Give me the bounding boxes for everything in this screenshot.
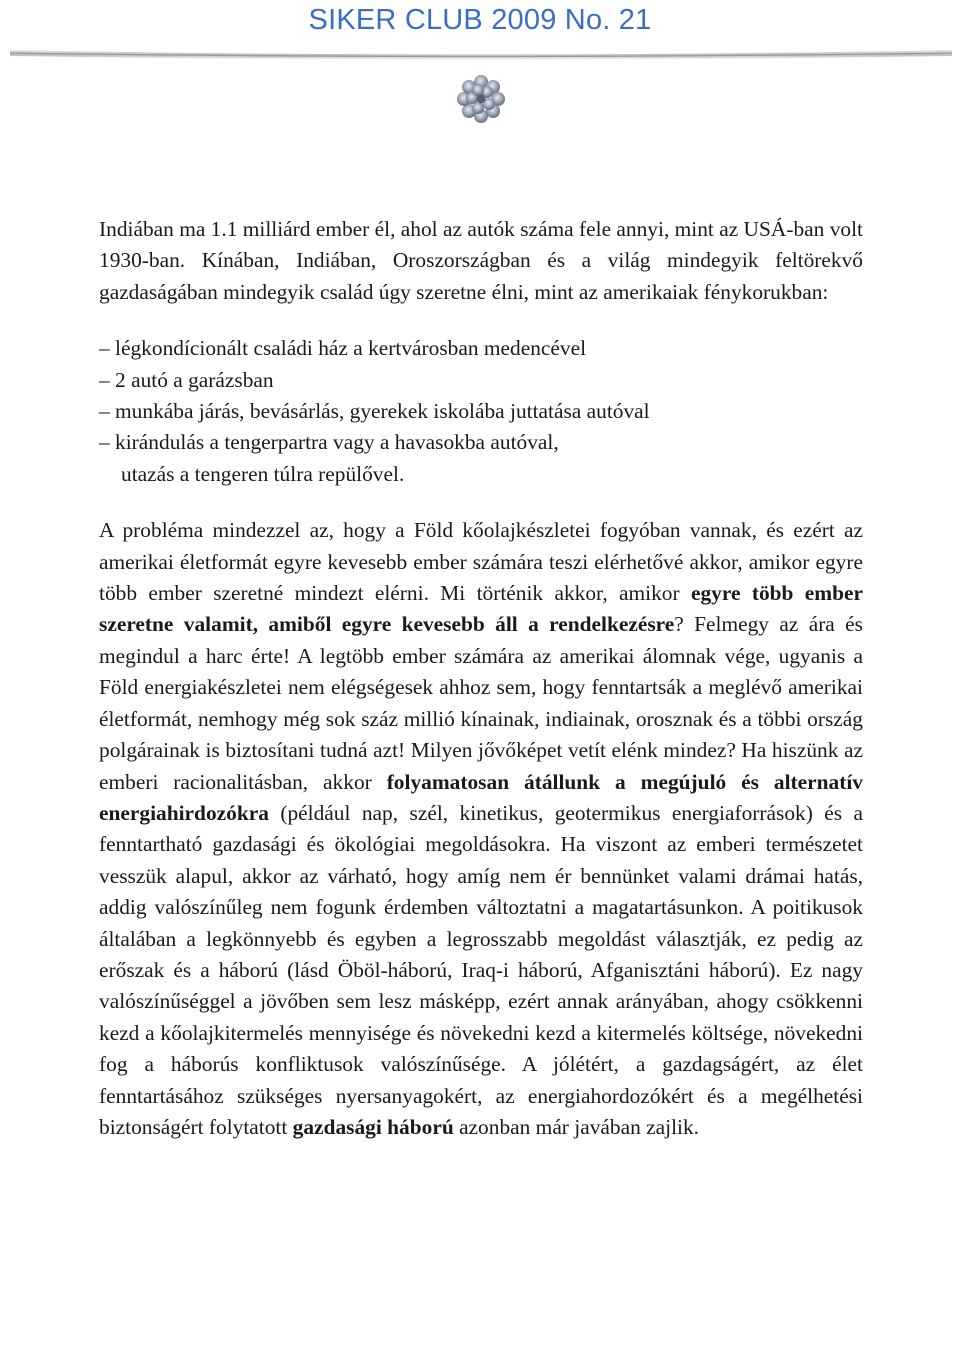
bold-phrase: egyre több ember szeretne valamit, amiből egyre kevesebb áll a rendelkezésre — [99, 581, 863, 637]
text-run: azonban már javában zajlik. — [453, 1114, 700, 1139]
bold-phrase: gazdasági háború — [292, 1114, 454, 1139]
text-run: A probléma mindezzel az, hogy a Föld kőolajkészletei fogyóban vannak, és ezért az amerikai életformát egyre kevesebb ember számára teszi elérhetővé akkor, amikor egyre több ember szeretné mindezt elérni. Mi történik akkor, amikor — [99, 518, 863, 606]
header-divider — [10, 48, 952, 62]
text-run: ? Felmegy az ára és megindul a harc érte! A legtöbb ember számára az amerikai álomnak vége, ugyanis a Föld energiakészletei nem elégségesek ahhoz sem, hogy fenntartsák a meglévő amerikai életformát, nemhogy még sok száz millió kínainak, indiainak, orosznak és a többi ország polgárainak is biztosítani tudná azt! Milyen jővőképet vetít elénk mindez? Ha hiszünk az emberi racionalitásban, akkor — [99, 612, 863, 794]
bullet-list — [99, 333, 863, 490]
main-paragraph — [99, 515, 863, 1143]
bold-phrase: folyamatosan átállunk a megújuló és alternatív energiahirdozókra — [99, 769, 863, 825]
text-run: (például nap, szél, kinetikus, geotermikus energiaforrások) és a fenntartható gazdasági és ökológiai megoldásokra. Ha viszont az emberi természetet vesszük alapul, akkor az várható, hogy amíg nem ér bennünket valami drámai hatás, addig valószínűleg nem fogunk érdemben változtatni a magatartásunkon. A poitikusok általában a legkönnyebb és egyben a legrosszabb megoldást választják, ez pedig az erőszak és a háború (lásd Öböl-háború, Iraq-i háború, Afganisztáni háború). Ez nagy valószínűséggel a jövőben sem lesz másképp, ezért annak arányában, ahogy csökkenni kezd a kőolajkitermelés mennyisége és növekedni kezd a kitermelés költsége, növekedni fog a háborús konfliktusok valószínűsége. A jólétért, a gazdagságért, az élet fenntartásához szükséges nyersanyagokért, az energiahordozókért és a megélhetési biztonságért folytatott — [99, 800, 863, 1139]
list-item: – 2 autó a garázsban — [99, 367, 274, 392]
list-item: – légkondícionált családi ház a kertvárosban medencével — [99, 336, 587, 361]
page-header-title: SIKER CLUB 2009 No. 21 — [308, 4, 652, 36]
list-item-continuation: utazás a tengeren túlra repülővel. — [121, 461, 405, 486]
article-body — [99, 214, 863, 1143]
list-item: – munkába járás, bevásárlás, gyerekek iskolába juttatása autóval — [99, 399, 650, 424]
list-item: – kirándulás a tengerpartra vagy a havasokba autóval, — [99, 430, 559, 455]
flower-emblem-icon — [454, 72, 508, 126]
intro-paragraph: Indiában ma 1.1 milliárd ember él, ahol az autók száma fele annyi, mint az USÁ-ban volt 1930-ban. Kínában, Indiában, Oroszországban és a világ mindegyik feltörekvő gazdaságában mindegyik család úgy szeretne élni, mint az amerikaiak fénykorukban: — [99, 217, 863, 304]
